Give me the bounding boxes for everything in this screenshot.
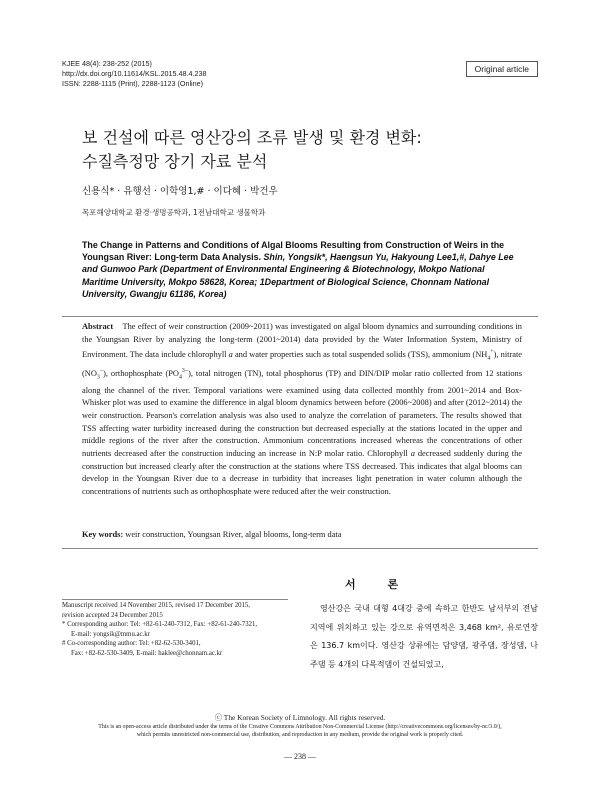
korean-title-line-2: 수질측정망 장기 자료 분석 [82,152,268,171]
abstract-bottom-rule [62,548,538,549]
korean-affiliation: 목포해양대학교 환경·생명공학과, 1전남대학교 생물학과 [82,208,266,217]
korean-title-line-1: 보 건설에 따른 영산강의 조류 발생 및 환경 변화: [82,128,422,147]
korean-authors: 신용식* · 유행선 · 이학영1,# · 이다혜 · 박건우 [82,186,278,197]
footnote-accepted: revision accepted 24 December 2015 [62,611,163,619]
issn: ISSN: 2288-1115 (Print), 2288-1123 (Online) [62,79,204,88]
license-line-2: which permits unrestricted non-commercial use, distribution, and reproduction in any medium, provide the original work is properly cited. [136,732,464,739]
journal-citation: KJEE 48(4): 238-252 (2015) [62,59,152,68]
license-line-1: This is an open-access article distributed under the terms of the Creative Commons Attribution Non-Commercial License (http://creativecommons.org/licenses/by-nc/3.0/), [98,724,502,730]
abstract-text-1: The effect of weir construction (2009~2011) was investigated on algal bloom dynamics and surrounding conditions in the Youngsan River by analyzing the long-term (2001~2014) data provided by the Water Information System, Ministry of Environment. The data include chlorophyll [82,322,522,360]
abstract-label: Abstract [82,322,114,331]
copyright-notice: ⓒ The Korean Society of Limnology. All rights reserved. [214,713,386,722]
introduction-body: 영산강은 국내 대형 4대강 중에 속하고 한반도 남서부의 전남지역에 위치하고 있는 강으로 유역면적은 3,468 km², 유로연장은 136.7 km이다. 영산강 상류에는 담양댐, 광주댐, 장성댐, 나주댐 등 4개의 다목적댐이 건설되었고, [310,604,538,669]
english-affiliation: (Department of Environmental Engineering & Biotechnology, Mokpo National Maritime University, Mokpo 58628, Korea; 1Department of Biological Science, Chonnam National University, Gwangju 61186, Korea) [82,264,490,299]
footnote-received: Manuscript received 14 November 2015, revised 17 December 2015, [62,602,250,609]
abstract-text-4: ), orthophosphate (PO [103,369,179,379]
footnote-rule [62,599,288,600]
keywords-label: Key words: [82,530,124,539]
english-title-block [82,239,522,300]
abstract-text-2: and water properties such as total suspended solids (TSS), ammonium (NH [234,350,488,360]
footnotes [62,601,302,659]
english-authors: Shin, Yongsik*, Haengsun Yu, Hakyoung Lee1,#, Dahye Lee and Gunwoo Park [82,252,514,275]
english-title: The Change in Patterns and Conditions of Algal Blooms Resulting from Construction of Weirs in the Youngsan River: Long-term Data Analysis. [82,240,505,263]
footnote-corresponding: * Corresponding author: Tel: +82-61-240-7312, Fax: +82-61-240-7321, [62,621,258,629]
abstract-chl-a: a [228,350,233,360]
keywords [82,530,522,539]
license-notice [62,723,538,740]
journal-meta [62,59,207,89]
korean-title [82,126,522,174]
abstract-chl-a-2: a [410,448,415,458]
abstract: Abstract The effect of weir construction (2009~2011) was investigated on algal bloom dynamics and surrounding conditions in the Youngsan River by analyzing the long-term (2001~2014) data provided by the Water Information System, Ministry of Environment. The data include chlorophyll a and water properties such as total suspended solids (TSS), ammonium $(NH_4^+)$, nitrate $(NO_3^-)$, orthophosphate $(PO_4^{3-})$, total nitrogen (TN), total phosphorus (TP) and DIN/DIP molar ratio collected from 12 stations along the channel of the river. Temporal variations were examined using data collected monthly from 2001~2014 and Box-Whisker plot was used to examine the difference in algal bloom dynamics between before (2006~2008) and after (2012~2014) the weir construction. Pearson's correlation analysis was also used to analyze the correlation of parameters. The results showed that TSS affecting water turbidity increased during the construction but decreased especially at the stations located in the upper and middle regions of the river after the construction. Ammonium concentrations increased whereas the concentrations of other nutrients decreased after the construction inducing an increase in N:P molar ratio. Chlorophyll a decreased suddenly during the construction but increased clearly after the construction at the stations where TSS decreased. This indicates that algal blooms can develop in the Youngsan River due to a decrease in turbidity that increases light penetration in water column although the concentrations of nutrients such as orthophosphate were reduced after the weir construction. [82,322,523,496]
abstract-top-rule [62,316,538,317]
doi-link[interactable]: http://dx.doi.org/10.11614/KSL.2015.48.4.238 [62,69,207,78]
footnote-cocorresponding-contact[interactable]: Fax: +82-62-530-3409, E-mail: haklee@chonnam.ac.kr [71,649,223,657]
page-number: — 238 — [284,752,316,761]
article-type-badge: Original article [466,61,538,77]
abstract-text-5: ), total nitrogen (TN), total phosphorus (TP) and DIN/DIP molar ratio collected from 12 stations along the channel of the river. Temporal variations were examined using data collected monthly from 2001~2014 and Box-Whisker plot was used to examine the difference in algal bloom dynamics between before (2006~2008) and after (2012~2014) the weir construction. Pearson's correlation analysis was also used to analyze the correlation of parameters. The results showed that TSS affecting water turbidity increased during the construction but decreased especially at the stations located in the upper and middle regions of the river after the construction. Ammonium concentrations increased whereas the concentrations of other nutrients decreased after the construction inducing an increase in N:P molar ratio. Chlorophyll [82,369,522,458]
footnote-corresponding-email[interactable]: E-mail: yongsik@mmu.ac.kr [71,630,150,638]
section-heading-introduction: 서 론 [345,578,413,591]
abstract-text-6: decreased suddenly during the construction but increased clearly after the construction at the stations where TSS decreased. This indicates that algal blooms can develop in the Youngsan River due to a decrease in turbidity that increases light penetration in water column although the concentrations of nutrients such as orthophosphate were reduced after the weir construction. [82,448,522,496]
footnote-cocorresponding: # Co-corresponding author: Tel: +82-62-530-3401, [62,640,201,648]
abstract-text-3: ), nitrate (NO [82,350,523,379]
keywords-text: weir construction, Youngsan River, algal blooms, long-term data [125,530,342,539]
